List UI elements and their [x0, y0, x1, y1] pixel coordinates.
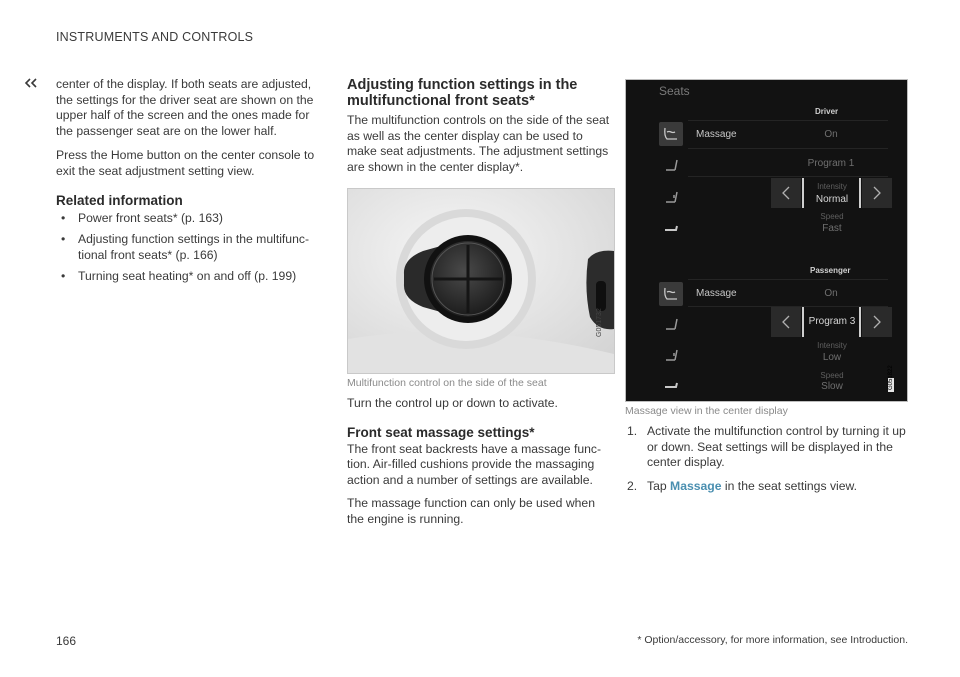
massage-label[interactable]: Massage [696, 129, 737, 140]
massage-label[interactable]: Massage [696, 288, 737, 299]
seat-control-figure [347, 188, 615, 374]
massage-link[interactable]: Massage [670, 478, 722, 493]
step-item: 1. Activate the multifunction control by turning it up or down. Seat settings will be displayed in the center display. [627, 424, 906, 470]
driver-previous-button[interactable] [771, 178, 801, 208]
paragraph: The front seat backrests have a massage func-tion. Air-filled cushions provide the massaging action and a number of settings are available. [347, 441, 602, 487]
massage-settings-heading: Front seat massage settings* [347, 424, 535, 440]
middle-column [347, 77, 614, 175]
passenger-previous-button[interactable] [771, 307, 801, 337]
display-caption: Massage view in the center display [625, 405, 788, 417]
step-item: 2. Tap Massage in the seat settings view. [627, 478, 858, 493]
passenger-label: Passenger [810, 266, 851, 275]
paragraph: Turn the control up or down to activate. [347, 396, 558, 410]
display-figure-code: G051822 [888, 365, 894, 390]
center-display-figure [625, 79, 908, 402]
massage-icon[interactable] [659, 282, 683, 306]
seat-icon[interactable] [659, 311, 683, 335]
footnote: * Option/accessory, for more information, see Introduction. [637, 634, 908, 646]
section-header: INSTRUMENTS AND CONTROLS [56, 30, 254, 44]
intro-paragraph: The multifunction controls on the side of the seat as well as the center display can be used to make seat adjustments. The adjustment settings are shown in the center display*. [347, 113, 610, 174]
paragraph: center of the display. If both seats are adjusted, the settings for the driver seat are shown on the upper half of the screen and the ones made for the passenger seat are on the lower half. [56, 77, 314, 138]
driver-speed-value[interactable]: Fast [822, 223, 842, 234]
related-links-list [56, 211, 318, 285]
paragraph: Press the Home button on the center console to exit the seat adjustment setting view. [56, 148, 315, 178]
middle-lower-text [347, 396, 614, 528]
seat-icon[interactable] [659, 152, 683, 176]
passenger-speed-value[interactable]: Slow [821, 381, 843, 392]
driver-label: Driver [815, 107, 839, 116]
passenger-program[interactable]: Program 3 [808, 316, 856, 327]
page-number: 166 [56, 634, 77, 648]
driver-massage-status[interactable]: On [824, 129, 838, 140]
paragraph: The massage function can only be used when the engine is running. [347, 496, 595, 526]
seat-cushion-icon[interactable] [659, 371, 683, 395]
passenger-speed-label: Speed [820, 371, 844, 380]
driver-intensity-value[interactable]: Normal [815, 194, 849, 205]
seat-control-illustration [348, 189, 614, 373]
driver-speed-label: Speed [820, 212, 844, 221]
driver-next-button[interactable] [862, 178, 892, 208]
left-column [56, 77, 318, 291]
seat-lumbar-icon[interactable] [659, 342, 683, 366]
passenger-massage-status[interactable]: On [824, 288, 838, 299]
figure-caption: Multifunction control on the side of the seat [347, 377, 547, 389]
seat-lumbar-icon[interactable] [659, 184, 683, 208]
steps-list [625, 424, 907, 494]
double-chevron-left-icon[interactable] [24, 76, 38, 91]
driver-intensity-label: Intensity [817, 182, 847, 191]
seat-cushion-icon[interactable] [659, 214, 683, 238]
figure-code: G051732 [596, 308, 603, 337]
massage-icon[interactable] [659, 122, 683, 146]
related-link[interactable]: • Power front seats* (p. 163) [61, 210, 223, 225]
passenger-intensity-label: Intensity [817, 341, 847, 350]
passenger-next-button[interactable] [862, 307, 892, 337]
related-link[interactable]: • Turning seat heating* on and off (p. 199) [61, 269, 297, 284]
related-link[interactable]: • Adjusting function settings in the multifunc-tional front seats* (p. 166) [61, 232, 310, 262]
driver-program[interactable]: Program 1 [807, 158, 855, 169]
passenger-intensity-value[interactable]: Low [822, 352, 842, 363]
section-heading: Adjusting function settings in the multifunctional front seats* [347, 77, 578, 109]
display-title: Seats [659, 84, 690, 98]
related-information-heading: Related information [56, 192, 183, 208]
